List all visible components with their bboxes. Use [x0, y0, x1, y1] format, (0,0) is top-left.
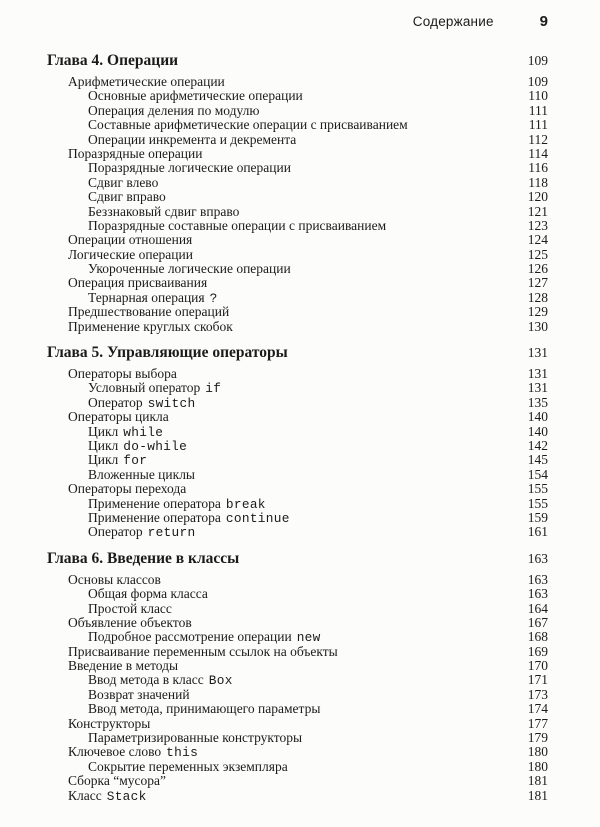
- entry-title: Укороченные логические операции: [88, 261, 291, 277]
- entry-page-number: 124: [527, 232, 548, 248]
- entry-page-number: 112: [528, 131, 548, 147]
- entry-page-number: 163: [527, 571, 548, 587]
- toc-entry: [47, 659, 548, 673]
- running-head: Содержание: [412, 14, 494, 29]
- entry-code-keyword: switch: [147, 395, 196, 411]
- toc-entry: [47, 587, 548, 601]
- toc-entry: [47, 789, 548, 803]
- entry-title: Предшествование операций: [68, 304, 230, 320]
- entry-page-number: 110: [528, 88, 548, 104]
- toc-entry: [47, 616, 548, 630]
- entry-title: Применение оператора: [88, 509, 221, 525]
- entry-page-number: 126: [527, 261, 548, 277]
- entry-title: Операторы выбора: [68, 366, 177, 382]
- chapter-page-number: 163: [527, 550, 548, 566]
- entry-title: Простой класс: [88, 600, 172, 616]
- entry-title: Операторы перехода: [68, 481, 187, 497]
- entry-title: Логические операции: [68, 246, 193, 262]
- toc-entry: [47, 482, 548, 496]
- toc-entry: [47, 205, 548, 219]
- entry-page-number: 173: [527, 686, 548, 702]
- toc-entry: [47, 702, 548, 716]
- toc-entry: [47, 745, 548, 759]
- entry-title: Общая форма класса: [88, 586, 208, 602]
- toc-entry: [47, 75, 548, 89]
- header-page-number: 9: [539, 13, 548, 30]
- toc-entry: [47, 276, 548, 290]
- entry-page-number: 164: [527, 600, 548, 616]
- toc-entry: [47, 89, 548, 103]
- page-header: [47, 13, 548, 31]
- toc-entry: [47, 453, 548, 467]
- toc-entry: [47, 161, 548, 175]
- entry-page-number: 163: [527, 586, 548, 602]
- entry-title: Беззнаковый сдвиг вправо: [88, 203, 240, 219]
- entry-title: Сокрытие переменных экземпляра: [88, 758, 288, 774]
- toc-entry: [47, 760, 548, 774]
- toc-entry: [47, 219, 548, 233]
- toc-entry: [47, 645, 548, 659]
- entry-page-number: 179: [527, 730, 548, 746]
- entry-page-number: 168: [527, 629, 548, 645]
- entry-title: Конструкторы: [68, 715, 151, 731]
- toc-entry: [47, 233, 548, 247]
- chapter-title: Глава 6. Введение в классы: [47, 549, 240, 567]
- toc-entry: [47, 573, 548, 587]
- entry-title: Цикл: [88, 437, 119, 453]
- table-of-contents: [47, 51, 548, 803]
- toc-entry: [47, 262, 548, 276]
- entry-page-number: 161: [527, 524, 548, 540]
- toc-entry: [47, 774, 548, 788]
- entry-page-number: 118: [528, 174, 548, 190]
- entry-title: Оператор: [88, 394, 143, 410]
- entry-page-number: 129: [527, 304, 548, 320]
- toc-entry: [47, 688, 548, 702]
- toc-entry: [47, 525, 548, 539]
- entry-code-keyword: break: [225, 496, 266, 512]
- entry-title: Возврат значений: [88, 686, 190, 702]
- entry-title: Сдвиг вправо: [88, 189, 166, 205]
- toc-entry: [47, 190, 548, 204]
- entry-page-number: 174: [527, 701, 548, 717]
- entry-page-number: 114: [528, 145, 548, 161]
- chapter-title: Глава 5. Управляющие операторы: [47, 344, 288, 362]
- entry-page-number: 142: [527, 437, 548, 453]
- toc-entry: [47, 511, 548, 525]
- entry-page-number: 180: [527, 744, 548, 760]
- toc-entry: [47, 381, 548, 395]
- toc-entry: [47, 147, 548, 161]
- toc-entry: [47, 439, 548, 453]
- entry-page-number: 154: [527, 466, 548, 482]
- entry-page-number: 111: [528, 102, 548, 118]
- entry-page-number: 155: [527, 495, 548, 511]
- entry-title: Сборка “мусора”: [68, 773, 167, 789]
- entry-page-number: 109: [527, 74, 548, 89]
- entry-code-keyword: return: [147, 525, 196, 541]
- entry-page-number: 111: [528, 117, 548, 133]
- entry-page-number: 131: [527, 380, 548, 396]
- entry-title: Поразрядные логические операции: [88, 160, 291, 176]
- chapter-heading: [47, 51, 548, 71]
- entry-code-keyword: if: [205, 381, 222, 397]
- entry-page-number: 159: [527, 509, 548, 525]
- entry-title: Составные арифметические операции с присваиванием: [88, 117, 408, 133]
- toc-entry: [47, 305, 548, 319]
- entry-title: Введение в методы: [68, 658, 179, 674]
- toc-entry: [47, 104, 548, 118]
- toc-entry: [47, 118, 548, 132]
- entry-title: Операторы цикла: [68, 409, 169, 425]
- toc-entry: [47, 630, 548, 644]
- entry-page-number: 125: [527, 246, 548, 262]
- chapter-heading: [47, 549, 548, 569]
- entry-page-number: 135: [527, 394, 548, 410]
- entry-title: Сдвиг влево: [88, 174, 159, 190]
- entry-page-number: 127: [527, 275, 548, 291]
- entry-title: Цикл: [88, 452, 119, 468]
- toc-entry: [47, 248, 548, 262]
- toc-entry: [47, 497, 548, 511]
- entry-title: Операции отношения: [68, 232, 193, 248]
- entry-page-number: 116: [528, 160, 548, 176]
- entry-code-keyword: new: [296, 630, 321, 646]
- entry-title: Класс: [68, 787, 102, 803]
- toc-entry: [47, 291, 548, 305]
- entry-title: Подробное рассмотрение операции: [88, 629, 292, 645]
- toc-entry: [47, 717, 548, 731]
- entry-code-keyword: while: [123, 424, 164, 440]
- entry-page-number: 130: [527, 318, 548, 334]
- chapter-title: Глава 4. Операции: [47, 52, 179, 69]
- entry-title: Тернарная операция: [88, 289, 205, 305]
- entry-title: Ключевое слово: [68, 744, 162, 760]
- toc-entry: [47, 673, 548, 687]
- toc-chapter: [47, 343, 548, 540]
- toc-entry: [47, 468, 548, 482]
- entry-title: Присваивание переменным ссылок на объекты: [68, 643, 338, 659]
- entry-code-keyword: continue: [225, 510, 290, 526]
- entry-page-number: 180: [527, 758, 548, 774]
- entry-title: Операция деления по модулю: [88, 102, 260, 118]
- entry-code-keyword: do-while: [123, 438, 188, 454]
- entry-title: Ввод метода в класс: [88, 672, 204, 688]
- entry-title: Поразрядные составные операции с присваиванием: [88, 217, 387, 233]
- entry-title: Параметризированные конструкторы: [88, 730, 303, 746]
- entry-code-keyword: Box: [208, 673, 233, 689]
- entry-page-number: 171: [527, 672, 548, 688]
- toc-entry: [47, 425, 548, 439]
- entry-page-number: 123: [527, 217, 548, 233]
- entry-title: Цикл: [88, 423, 119, 439]
- entry-page-number: 155: [527, 481, 548, 497]
- entry-title: Операция присваивания: [68, 275, 208, 291]
- toc-entry: [47, 133, 548, 147]
- entry-title: Применение оператора: [88, 495, 221, 511]
- entry-page-number: 181: [527, 787, 548, 803]
- toc-chapter: [47, 549, 548, 803]
- entry-page-number: 140: [527, 409, 548, 425]
- toc-entry: [47, 731, 548, 745]
- entry-title: Условный оператор: [88, 380, 201, 396]
- entry-page-number: 120: [527, 189, 548, 205]
- chapter-page-number: 131: [527, 345, 548, 361]
- entry-title: Объявление объектов: [68, 614, 192, 630]
- toc-entry: [47, 396, 548, 410]
- entry-title: Поразрядные операции: [68, 145, 203, 161]
- entry-page-number: 181: [527, 773, 548, 789]
- entry-page-number: 177: [527, 715, 548, 731]
- entry-title: Основные арифметические операции: [88, 88, 303, 104]
- entry-page-number: 170: [527, 658, 548, 674]
- toc-chapter: [47, 51, 548, 334]
- chapter-heading: [47, 343, 548, 363]
- entry-title: Оператор: [88, 524, 143, 540]
- entry-title: Ввод метода, принимающего параметры: [88, 701, 321, 717]
- entry-title: Операции инкремента и декремента: [88, 131, 297, 147]
- entry-title: Вложенные циклы: [88, 466, 195, 482]
- chapter-page-number: 109: [527, 53, 548, 68]
- entry-page-number: 140: [527, 423, 548, 439]
- entry-page-number: 128: [527, 289, 548, 305]
- toc-entry: [47, 320, 548, 334]
- entry-code-keyword: ?: [209, 290, 218, 306]
- entry-code-keyword: for: [123, 453, 148, 469]
- entry-page-number: 167: [527, 614, 548, 630]
- entry-title: Арифметические операции: [68, 74, 225, 89]
- entry-code-keyword: this: [166, 745, 199, 761]
- toc-entry: [47, 602, 548, 616]
- entry-page-number: 121: [527, 203, 548, 219]
- entry-title: Основы классов: [68, 571, 161, 587]
- toc-entry: [47, 367, 548, 381]
- entry-page-number: 145: [527, 452, 548, 468]
- entry-page-number: 169: [527, 643, 548, 659]
- entry-title: Применение круглых скобок: [68, 318, 233, 334]
- entry-code-keyword: Stack: [106, 788, 147, 804]
- toc-entry: [47, 410, 548, 424]
- toc-entry: [47, 176, 548, 190]
- entry-page-number: 131: [527, 366, 548, 382]
